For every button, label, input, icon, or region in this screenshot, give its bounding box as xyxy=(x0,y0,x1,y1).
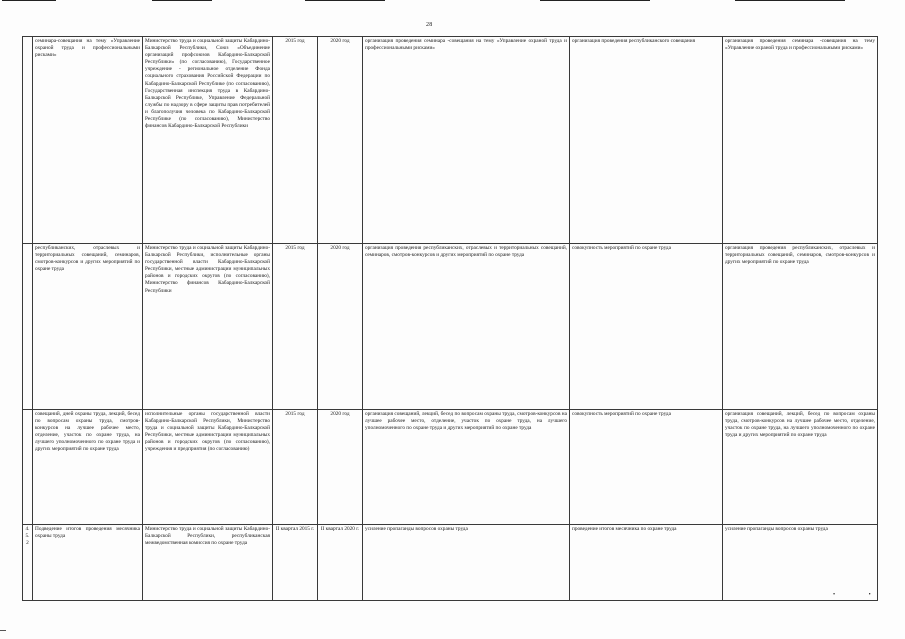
table-row xyxy=(23,244,878,410)
indicator-cell: проведение итогов месячника по охране труда xyxy=(570,525,723,601)
page-number: 28 xyxy=(426,22,433,28)
start-cell: 2015 год xyxy=(273,410,318,525)
link-cell: организация проведения семинара -совещания на тему «Управление охраной труда и профессиональными рисками» xyxy=(723,37,878,244)
end-cell: II квартал 2020 г. xyxy=(318,525,363,601)
indicator-cell: совокупность мероприятий по охране труда xyxy=(570,244,723,410)
executors-cell: Министерство труда и социальной защиты Кабардино-Балкарской Республики, исполнительные органы государственной власти Кабардино-Балкарской Республики, местные администрации муниципальных районов и городских округов (по согласованию), Министерство финансов Кабардино-Балкарской Республики xyxy=(143,244,273,410)
top-rule-1 xyxy=(2,0,56,1)
end-cell: 2020 год xyxy=(318,37,363,244)
row-number xyxy=(23,244,33,410)
executors-cell: исполнительные органы государственной власти Кабардино-Балкарской Республики, Министерство труда и социальной защиты Кабардино-Балкарской Республики, местные администрации муниципальных районов и городских округов (по согласованию), учреждения и предприятия (по согласованию) xyxy=(143,410,273,525)
result-cell: усиление пропаганды вопросов охраны труда xyxy=(363,525,570,601)
link-cell: организация совещаний, лекций, бесед по вопросам охраны труда, смотров-конкурсов на лучшее рабочее место, отделение, участок по охране труда, на лучшего уполномоченного по охране труда и других мероприятий по охране труда xyxy=(723,410,878,525)
indicator-cell: совокупность мероприятий по охране труда xyxy=(570,410,723,525)
link-cell: усиление пропаганды вопросов охраны труда xyxy=(723,525,878,601)
table-row xyxy=(23,525,878,601)
executors-cell: Министерство труда и социальной защиты Кабардино-Балкарской Республики, республиканская межведомственная комиссия по охране труда xyxy=(143,525,273,601)
row-number xyxy=(23,37,33,244)
event-cell: совещаний, дней охраны труда, лекций, бесед по вопросам охраны труда, смотров-конкурсов на лучшее рабочее место, отделение, участок по охране труда, на лучшего уполномоченного по охране труда и других мероприятий по охране труда xyxy=(33,410,143,525)
start-cell: 2015 год xyxy=(273,37,318,244)
row-number xyxy=(23,410,33,525)
executors-cell: Министерство труда и социальной защиты Кабардино-Балкарской Республики, Союз «Объединение организаций профсоюзов Кабардино-Балкарской Республики» (по согласованию), Государственное учреждение - региональное отделение Фонда социального страхования Российской Федерации по Кабардино-Балкарской Республике (по согласованию), Государственная инспекция труда в Кабардино-Балкарской Республике, Управление Федеральной службы по надзору в сфере защиты прав потребителей и благополучия человека по Кабардино-Балкарской Республике (по согласованию), Министерство финансов Кабардино-Балкарской Республики xyxy=(143,37,273,244)
end-cell: 2020 год xyxy=(318,244,363,410)
edge-mark xyxy=(0,630,6,631)
program-table xyxy=(22,36,878,601)
result-cell: организация проведения семинара -совещания на тему «Управление охраной труда и профессиональными рисками» xyxy=(363,37,570,244)
result-cell: организация совещаний, лекций, бесед по вопросам охраны труда, смотров-конкурсов на лучшее рабочее место, отделение, участок по охране труда, на лучшего уполномоченного по охране труда и других мероприятий по охране труда xyxy=(363,410,570,525)
event-cell: республиканских, отраслевых и территориальных совещаний, семинаров, смотров-конкурсов и других мероприятий по охране труда xyxy=(33,244,143,410)
top-rule-2 xyxy=(152,0,212,1)
start-cell: II квартал 2015 г. xyxy=(273,525,318,601)
event-cell: Подведение итогов проведения месячника охраны труда xyxy=(33,525,143,601)
top-rule-5 xyxy=(735,0,845,1)
row-number: 4.5.2 xyxy=(23,525,33,601)
table-row xyxy=(23,37,878,244)
top-rule-3 xyxy=(305,0,385,1)
start-cell: 2015 год xyxy=(273,244,318,410)
end-cell: 2020 год xyxy=(318,410,363,525)
table-row xyxy=(23,410,878,525)
result-cell: организация проведения республиканских, отраслевых и территориальных совещаний, семинаров, смотров-конкурсов и других мероприятий по охране труда xyxy=(363,244,570,410)
footer-marks: • • xyxy=(833,592,887,598)
indicator-cell: организация проведения республиканского совещания xyxy=(570,37,723,244)
link-cell: организация проведения республиканских, отраслевых и территориальных совещаний, семинаров, смотров-конкурсов и других мероприятий по охране труда xyxy=(723,244,878,410)
top-rule-4 xyxy=(540,0,650,1)
event-cell: семинара-совещания на тему «Управление охраной труда и профессиональными рисками» xyxy=(33,37,143,244)
